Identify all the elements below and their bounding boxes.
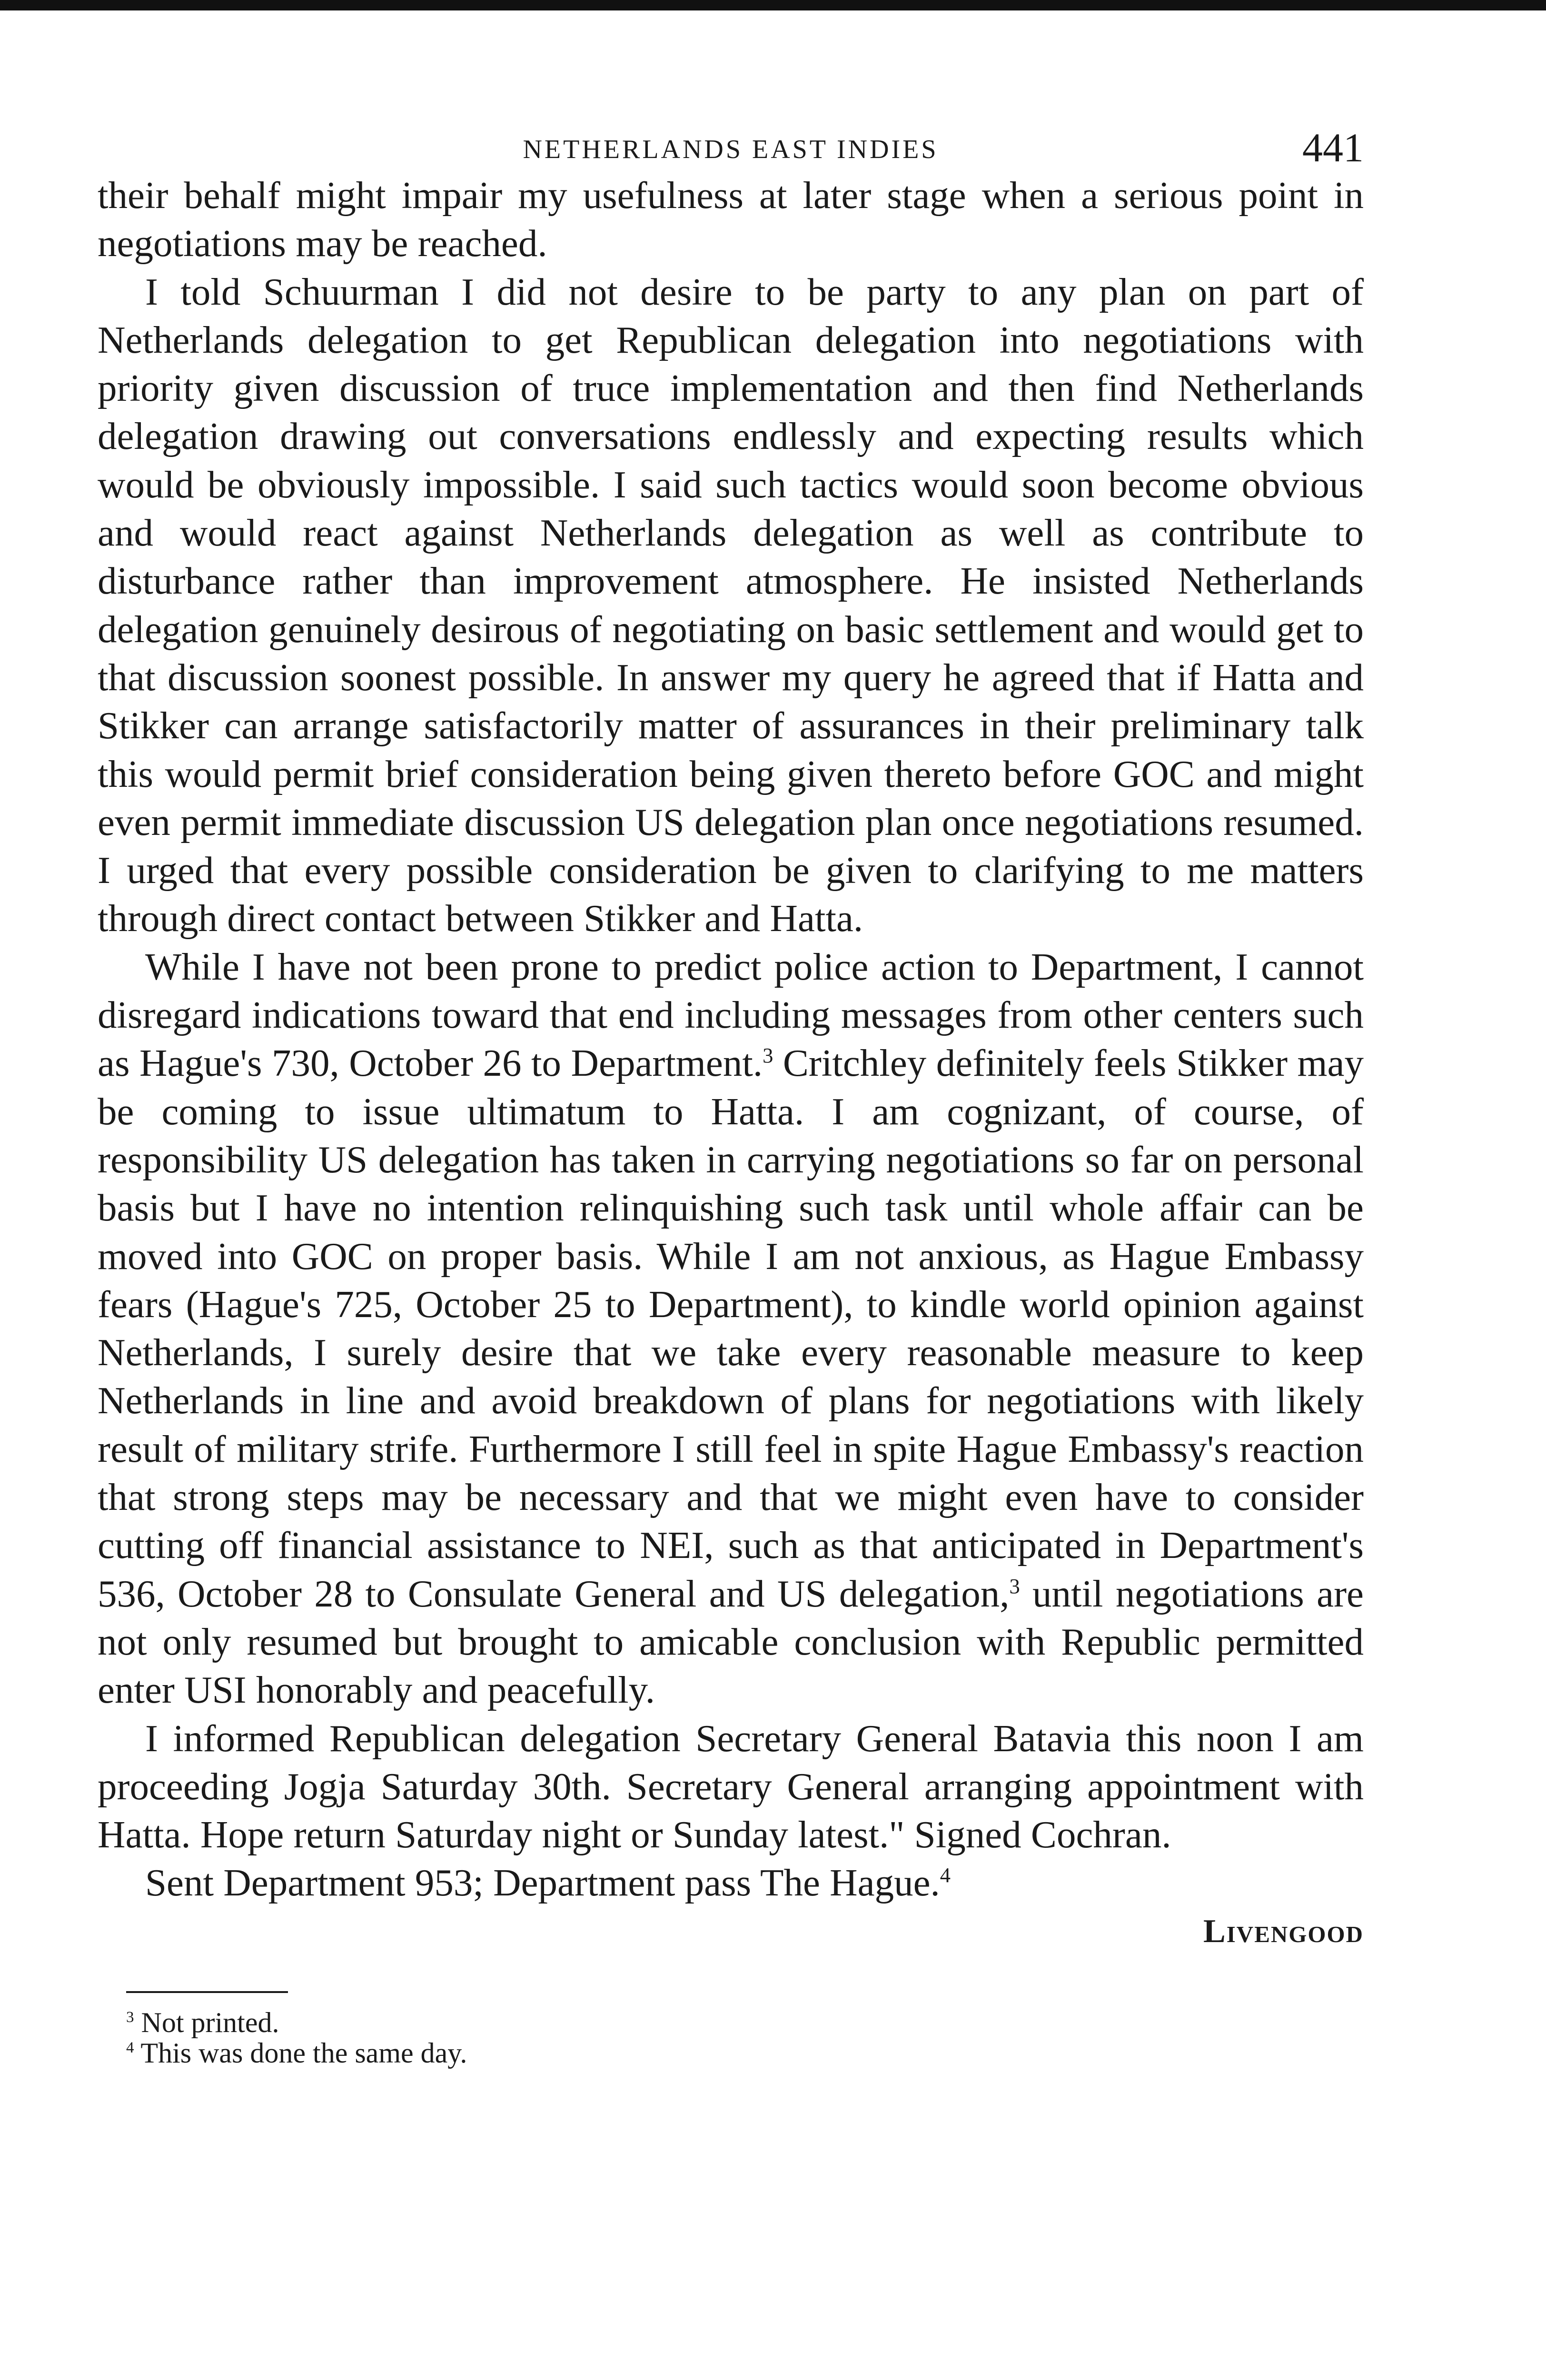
paragraph-1 bbox=[98, 171, 1364, 268]
footnote-4-text: This was done the same day. bbox=[140, 2037, 467, 2069]
footnote-ref-3-second: 3 bbox=[1009, 1574, 1020, 1598]
paragraph-2-text: I told Schuurman I did not desire to be party to any plan on part of Netherlands delegation to get Republican delegation into negotiations with priority given discussion of truce implementation and then find Netherlands delegation drawing out conversations endlessly and expecting results which would be obviously impossible. I said such tactics would soon become obvious and would react against Netherlands delegation as well as contribute to disturbance rather than improvement atmosphere. He insisted Netherlands delegation genuinely desirous of negotiating on basic settlement and would get to that discussion soonest possible. In answer my query he agreed that if Hatta and Stikker can arrange satisfactorily matter of assurances in their preliminary talk this would permit brief consideration being given thereto before GOC and might even permit immediate discussion US delegation plan once negotiations resumed. I urged that every possible consideration be given to clarifying to me matters through direct contact between Stikker and Hatta. bbox=[98, 270, 1364, 940]
footnote-4 bbox=[126, 2038, 1364, 2068]
signature: Livengood bbox=[1203, 1913, 1364, 1950]
paragraph-4 bbox=[98, 1715, 1364, 1859]
running-head bbox=[98, 109, 1364, 171]
paragraph-5-text: Sent Department 953; Department pass The Hague. bbox=[145, 1861, 940, 1904]
page-number: 441 bbox=[1302, 125, 1364, 170]
running-title: NETHERLANDS EAST INDIES bbox=[523, 135, 939, 164]
footnote-ref-3: 3 bbox=[763, 1043, 773, 1068]
paragraph-3 bbox=[98, 943, 1364, 1715]
footnote-3-marker: 3 bbox=[126, 2008, 134, 2026]
scan-top-edge bbox=[0, 0, 1546, 10]
paragraph-3-text-end: until negotiations are not only resumed but brought to amicable conclusion with Republic permitted enter USI honorably and peacefully. bbox=[98, 1572, 1364, 1712]
footnote-3 bbox=[126, 2007, 1364, 2038]
footnote-ref-4: 4 bbox=[940, 1863, 951, 1887]
paragraph-4-text: I informed Republican delegation Secretary General Batavia this noon I am proceeding Jogja Saturday 30th. Secretary General arranging appointment with Hatta. Hope return Saturday night or Sunday latest." Signed Cochran. bbox=[98, 1716, 1364, 1856]
footnote-4-marker: 4 bbox=[126, 2039, 134, 2056]
footnote-divider bbox=[126, 1991, 288, 1993]
paragraph-2 bbox=[98, 268, 1364, 943]
body-text bbox=[98, 171, 1364, 1955]
document-page bbox=[98, 109, 1364, 2068]
footnote-3-text: Not printed. bbox=[141, 2006, 279, 2038]
footnotes bbox=[98, 2007, 1364, 2068]
paragraph-3-text-continued: Critchley definitely feels Stikker may be coming to issue ultimatum to Hatta. I am cognizant, of course, of responsibility US delegation has taken in carrying negotiations so far on personal basis but I have no intention relinquishing such task until whole affair can be moved into GOC on proper basis. While I am not anxious, as Hague Embassy fears (Hague's 725, October 25 to Department), to kindle world opinion against Netherlands, I surely desire that we take every reasonable measure to keep Netherlands in line and avoid breakdown of plans for negotiations with likely result of military strife. Furthermore I still feel in spite Hague Embassy's reaction that strong steps may be necessary and that we might even have to consider cutting off financial assistance to NEI, such as that anticipated in Department's 536, October 28 to Consulate General and US delegation, bbox=[98, 1041, 1364, 1615]
paragraph-1-text: their behalf might impair my usefulness at later stage when a serious point in negotiations may be reached. bbox=[98, 174, 1364, 265]
paragraph-5 bbox=[98, 1859, 1364, 1907]
paragraph-3-text: While I have not been prone to predict police action to Department, I cannot disregard indications toward that end including messages from other centers such as Hague's 730, October 26 to Department. bbox=[98, 945, 1364, 1085]
